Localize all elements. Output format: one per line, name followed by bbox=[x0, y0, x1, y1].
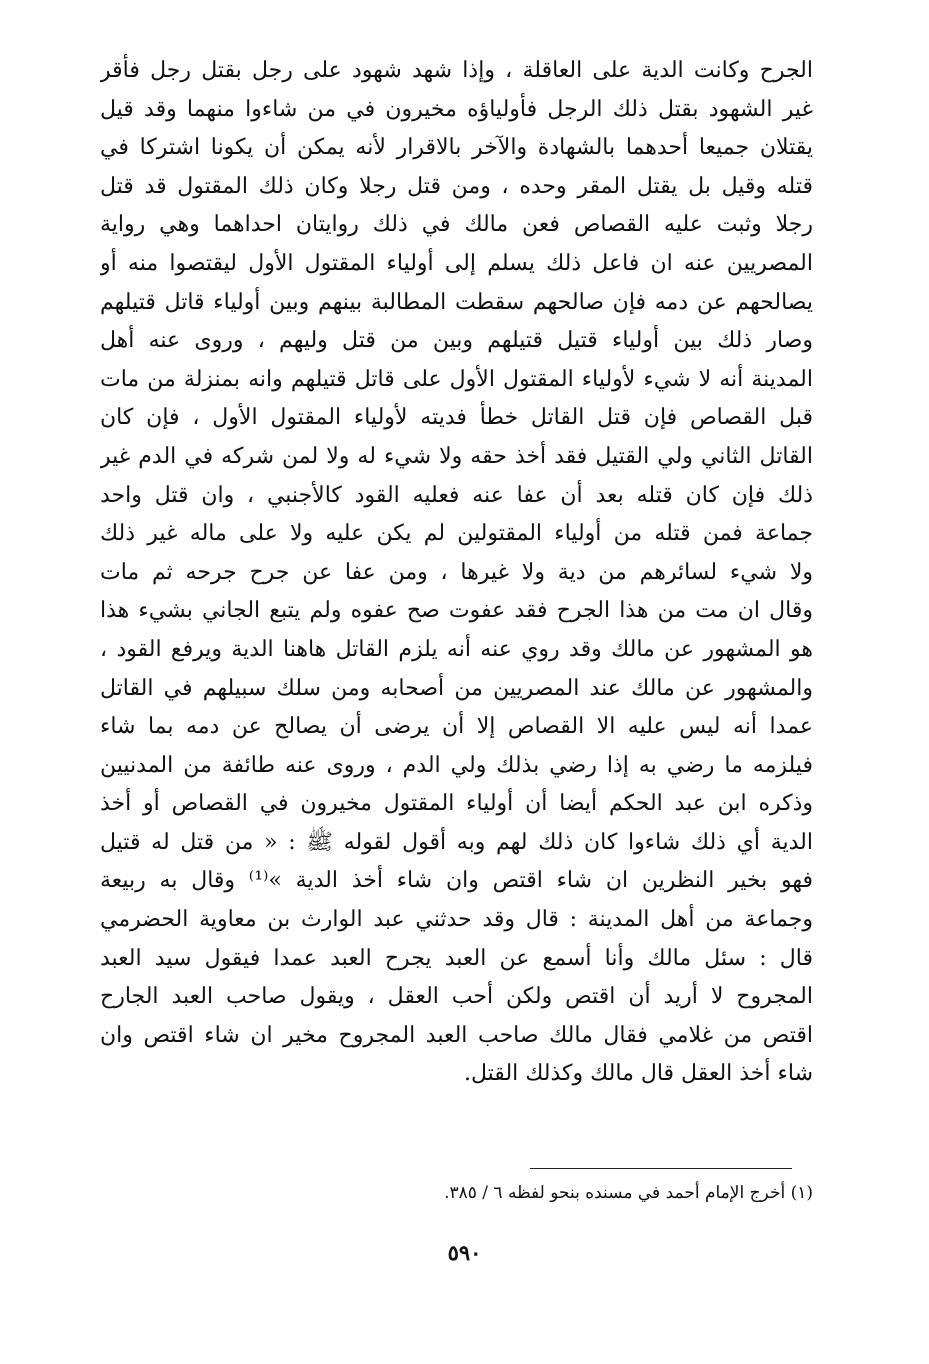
text-line: المصريين عنه ان فاعل ذلك يسلم إلى أولياء المقتول الأول ليقتصوا منه أو bbox=[100, 250, 813, 276]
text-line: اقتص من غلامي فقال مالك صاحب العبد المجروح مخير ان شاء اقتص وان bbox=[100, 1022, 813, 1048]
text-line: فيلزمه ما رضي به إذا رضي بذلك ولي الدم ، وروى عنه طائفة من المدنيين bbox=[100, 752, 813, 778]
text-line: والمشهور عن مالك عند المصريين من أصحابه ومن سلك سبيلهم في القاتل bbox=[100, 675, 813, 701]
text-line: عمدا أنه ليس عليه الا القصاص إلا أن يرضى أن يصالح عن دمه بما شاء bbox=[100, 714, 813, 740]
text-line: جماعة فمن قتله من أولياء المقتولين لم يكن عليه ولا على ماله غير ذلك bbox=[100, 521, 813, 547]
page-number: ٥٩٠ bbox=[447, 1240, 482, 1265]
text-line: القاتل الثاني ولي القتيل فقد أخذ حقه ولا شيء له ولا لمن شركه في الدم غير bbox=[100, 443, 813, 469]
text-line: قبل القصاص فإن قتل القاتل خطأ فديته لأولياء المقتول الأول ، فإن كان bbox=[100, 405, 813, 431]
text-line: ولا شيء لسائرهم من دية ولا غيرها ، ومن عفا عن جرح جرحه ثم مات bbox=[100, 559, 813, 585]
body-text bbox=[100, 52, 813, 1094]
text-line: المجروح لا أريد أن اقتص ولكن أحب العقل ، ويقول صاحب العبد الجارح bbox=[100, 984, 813, 1010]
text-line: الدية أي ذلك شاءوا كان ذلك لهم وبه أقول لقوله ﷺ : « من قتل له قتيل bbox=[100, 829, 813, 855]
text-line: وذكره ابن عبد الحكم أيضا أن أولياء المقتول مخيرون في القصاص أو أخذ bbox=[100, 791, 813, 817]
text-line: قال : سئل مالك وأنا أسمع عن العبد يجرح العبد عمدا فيقول سيد العبد bbox=[100, 945, 813, 971]
text-line: شاء أخذ العقل قال مالك وكذلك القتل. bbox=[464, 1061, 813, 1087]
text-line: غير الشهود بقتل ذلك الرجل فأولياؤه مخيرون في من شاءوا منهما وقد قيل bbox=[100, 96, 813, 122]
text-line: المدينة أنه لا شيء لأولياء المقتول الأول على قاتل قتيلهم وانه بمنزلة من مات bbox=[100, 366, 813, 392]
text-line: وقال ان مت من هذا الجرح فقد عفوت صح عفوه ولم يتبع الجاني بشيء هذا bbox=[100, 598, 813, 624]
text-line: فهو بخير النظرين ان شاء اقتص وان شاء أخذ الدية »⁽¹⁾ وقال به ربيعة bbox=[100, 868, 813, 894]
text-line: ذلك فإن كان قتله بعد أن عفا عنه فعليه القود كالأجنبي ، وان قتل واحد bbox=[100, 482, 813, 508]
text-line: وجماعة من أهل المدينة : قال وقد حدثني عبد الوارث بن معاوية الحضرمي bbox=[100, 907, 813, 933]
text-line: قتله وقيل بل يقتل المقر وحده ، ومن قتل رجلا وكان ذلك المقتول قد قتل bbox=[100, 173, 813, 199]
text-line: رجلا وثبت عليه القصاص فعن مالك في ذلك روايتان احداهما وهي رواية bbox=[100, 212, 813, 238]
text-line: الجرح وكانت الدية على العاقلة ، وإذا شهد شهود على رجل بقتل رجل فأقر bbox=[100, 58, 813, 83]
footnote: (١) أخرج الإمام أحمد في مسنده بنحو لفظه ٦ / ٣٨٥. bbox=[444, 1183, 813, 1203]
footnote-separator bbox=[530, 1168, 792, 1169]
text-line: وصار ذلك بين أولياء قتيل قتيلهم وبين من قتل وليهم ، وروى عنه أهل bbox=[100, 328, 813, 354]
text-line: يقتلان جميعا أحدهما بالشهادة والآخر بالاقرار لأنه يمكن أن يكونا اشتركا في bbox=[100, 135, 813, 161]
text-line: هو المشهور عن مالك وقد روي عنه أنه يلزم القاتل هاهنا الدية ويرفع القود ، bbox=[100, 636, 813, 662]
text-line: يصالحهم عن دمه فإن صالحهم سقطت المطالبة بينهم وبين أولياء قاتل قتيلهم bbox=[100, 289, 813, 315]
